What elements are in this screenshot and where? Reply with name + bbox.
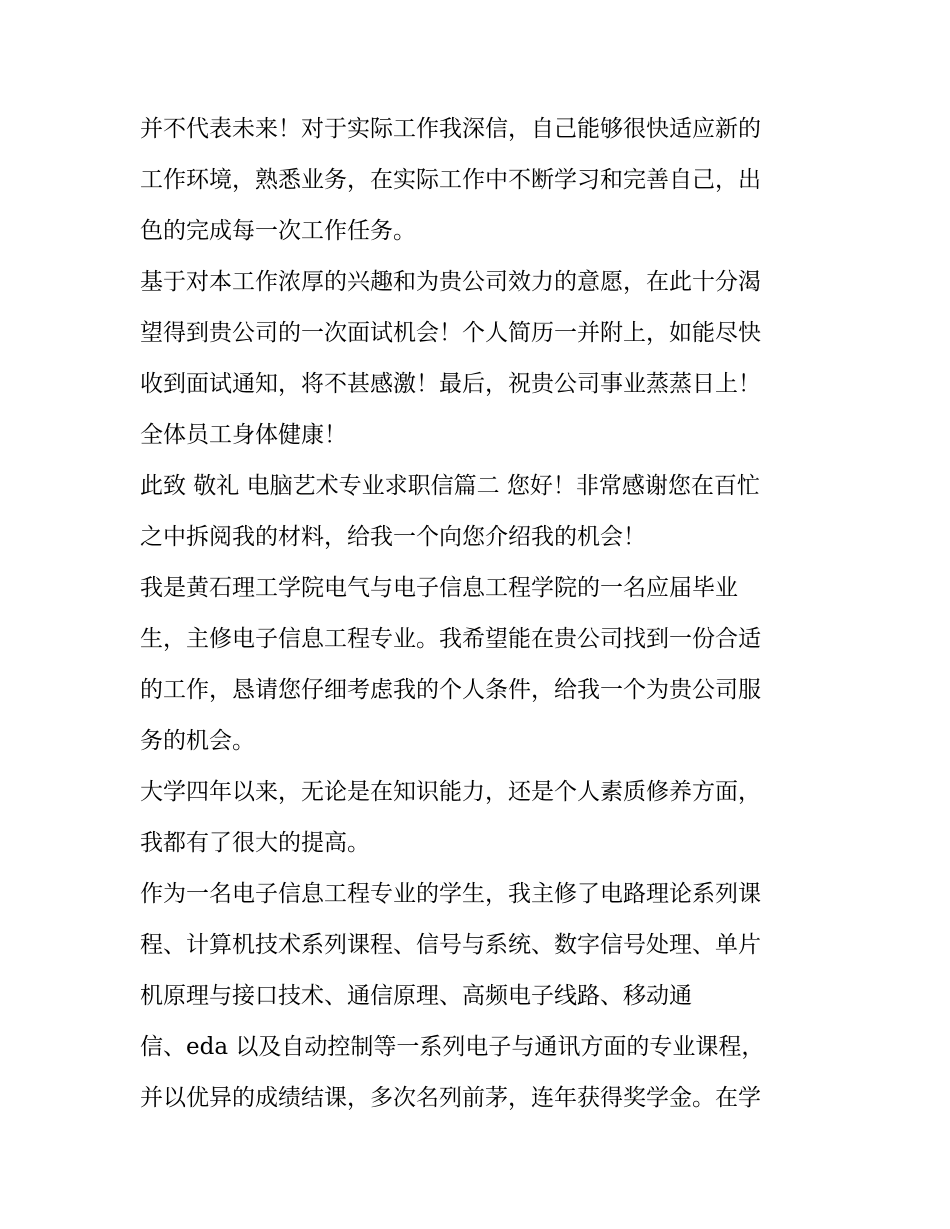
text-line: 此致 敬礼 电脑艺术专业求职信篇二 您好！非常感谢您在百忙 [140,473,760,499]
text-line: 基于对本工作浓厚的兴趣和为贵公司效力的意愿，在此十分渴 [140,269,761,295]
document-body [140,104,820,1124]
text-line: 色的完成每一次工作任务。 [140,218,416,244]
text-line: 并不代表未来！对于实际工作我深信，自己能够很快适应新的 [140,116,761,142]
text-line: 机原理与接口技术、通信原理、高频电子线路、移动通 [140,983,692,1009]
text-line: 务的机会。 [140,728,255,754]
text-line: 作为一名电子信息工程专业的学生，我主修了电路理论系列课 [140,881,761,907]
text-line: 程、计算机技术系列课程、信号与系统、数字信号处理、单片 [140,932,761,958]
text-line: 全体员工身体健康！ [140,422,347,448]
text-line: 大学四年以来，无论是在知识能力，还是个人素质修养方面， [140,779,761,805]
text-line: 并以优异的成绩结课，多次名列前茅，连年获得奖学金。在学 [140,1085,761,1111]
text-line: 我是黄石理工学院电气与电子信息工程学院的一名应届毕业 [140,575,738,601]
text-line: 生，主修电子信息工程专业。我希望能在贵公司找到一份合适 [140,626,761,652]
text-line: 的工作，恳请您仔细考虑我的个人条件，给我一个为贵公司服 [140,677,761,703]
text-line: 之中拆阅我的材料，给我一个向您介绍我的机会！ [140,524,646,550]
text-line: 我都有了很大的提高。 [140,830,370,856]
text-line: 收到面试通知，将不甚感激！最后，祝贵公司事业蒸蒸日上！ [140,371,761,397]
text-line: 信、eda 以及自动控制等一系列电子与通讯方面的专业课程， [140,1034,765,1060]
text-line: 望得到贵公司的一次面试机会！个人简历一并附上，如能尽快 [140,320,761,346]
text-line: 工作环境，熟悉业务，在实际工作中不断学习和完善自己，出 [140,167,761,193]
